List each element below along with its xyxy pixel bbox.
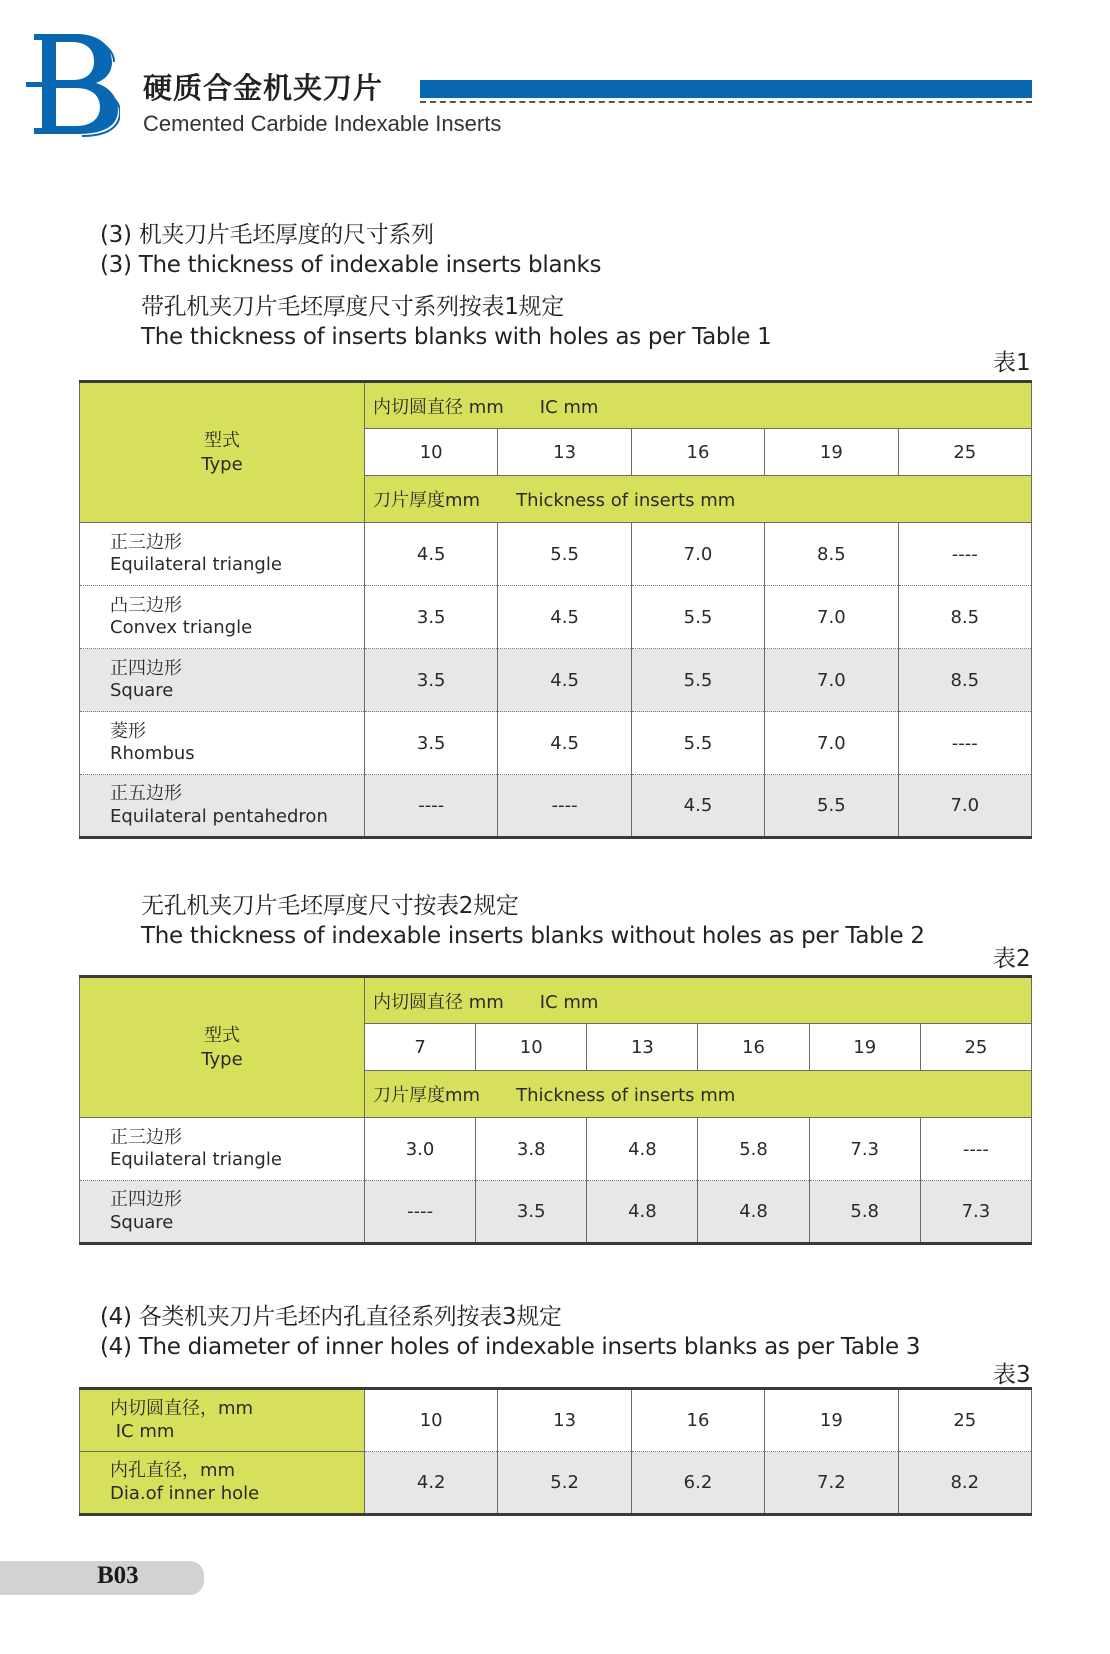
table-row <box>80 1181 1032 1244</box>
cell: 16 <box>631 1389 764 1452</box>
ic-header <box>365 382 1032 429</box>
table-row <box>80 775 1032 838</box>
cell: ---- <box>498 775 631 838</box>
cell: 4.5 <box>498 712 631 775</box>
table2-insert-thickness-without-holes <box>79 975 1032 1245</box>
table-row <box>80 1452 1032 1515</box>
cell: 10 <box>365 1389 498 1452</box>
cell: 7.0 <box>631 523 764 586</box>
cell: 5.5 <box>631 649 764 712</box>
ic-value: 16 <box>631 429 764 476</box>
ic-label-cn: 内切圆直径 mm <box>373 396 504 418</box>
row-label-en: Equilateral triangle <box>110 1149 282 1170</box>
cell: 4.8 <box>587 1118 698 1181</box>
row-label-cn: 正四边形 <box>110 1189 182 1210</box>
cell: 7.0 <box>765 586 898 649</box>
ic-label-cn: 内切圆直径 mm <box>373 991 504 1013</box>
type-header-cn: 型式 <box>204 430 240 452</box>
row-label <box>80 775 365 838</box>
row-label <box>80 586 365 649</box>
table1-caption-cn: 带孔机夹刀片毛坯厚度尺寸系列按表1规定 <box>141 294 564 320</box>
thickness-header <box>365 1071 1032 1118</box>
header-accent-bar <box>420 80 1032 98</box>
row-label-en: Equilateral pentahedron <box>110 805 328 827</box>
cell: ---- <box>898 523 1031 586</box>
cell: 4.5 <box>365 523 498 586</box>
table-row <box>80 1118 1032 1181</box>
cell: 5.8 <box>809 1181 920 1244</box>
table-row <box>80 523 1032 586</box>
ic-value: 7 <box>365 1024 476 1071</box>
ic-header <box>365 977 1032 1024</box>
ic-value: 13 <box>587 1024 698 1071</box>
cell: 5.2 <box>498 1452 631 1515</box>
cell: 6.2 <box>631 1452 764 1515</box>
table-row <box>80 649 1032 712</box>
cell: 4.2 <box>365 1452 498 1515</box>
cell: 3.8 <box>476 1118 587 1181</box>
cell: 4.8 <box>698 1181 809 1244</box>
type-header-en: Type <box>201 453 243 475</box>
cell: 5.8 <box>698 1118 809 1181</box>
cell: 5.5 <box>631 586 764 649</box>
row-label-en: Square <box>110 680 174 701</box>
ic-value: 25 <box>920 1024 1031 1071</box>
table1-tag: 表1 <box>993 350 1031 376</box>
cell: 3.5 <box>365 712 498 775</box>
type-header <box>80 977 365 1118</box>
cell: 3.0 <box>365 1118 476 1181</box>
row-label <box>80 649 365 712</box>
section3-heading-en: (3) The thickness of indexable inserts blanks <box>100 252 602 278</box>
cell: 7.3 <box>920 1181 1031 1244</box>
ic-value: 13 <box>498 429 631 476</box>
section3-heading-cn: (3) 机夹刀片毛坯厚度的尺寸系列 <box>100 222 434 248</box>
row-label-cn: 正五边形 <box>110 783 182 804</box>
ic-value: 10 <box>365 429 498 476</box>
cell: 3.5 <box>476 1181 587 1244</box>
cell: ---- <box>365 1181 476 1244</box>
thickness-label-en: Thickness of inserts mm <box>516 490 736 511</box>
row-label-cn: 凸三边形 <box>110 594 182 616</box>
cell: 5.5 <box>765 775 898 838</box>
row-label-en: Square <box>110 1211 174 1233</box>
row-label <box>80 1452 365 1515</box>
section4-heading-cn: (4) 各类机夹刀片毛坯内孔直径系列按表3规定 <box>100 1304 562 1330</box>
table1-caption-en: The thickness of inserts blanks with holes as per Table 1 <box>141 324 772 350</box>
type-header <box>80 382 365 523</box>
row-label-en: Rhombus <box>110 743 195 764</box>
row-label-cn: 正三边形 <box>110 531 182 553</box>
cell: 3.5 <box>365 586 498 649</box>
cell: 7.0 <box>765 649 898 712</box>
row-label-cn: 内孔直径，mm <box>110 1460 236 1481</box>
cell: 13 <box>498 1389 631 1452</box>
cell: ---- <box>920 1118 1031 1181</box>
table-row <box>80 1389 1032 1452</box>
table2-caption-en: The thickness of indexable inserts blanks without holes as per Table 2 <box>141 923 925 949</box>
cell: 8.5 <box>765 523 898 586</box>
cell: ---- <box>365 775 498 838</box>
cell: 8.5 <box>898 586 1031 649</box>
table-row <box>80 712 1032 775</box>
table1-insert-thickness-with-holes <box>79 380 1032 839</box>
ic-value: 19 <box>809 1024 920 1071</box>
thickness-label-cn: 刀片厚度mm <box>373 490 481 511</box>
thickness-label-cn: 刀片厚度mm <box>373 1085 481 1106</box>
ic-label-en: IC mm <box>539 991 599 1013</box>
row-label-cn: 正四边形 <box>110 657 182 679</box>
thickness-label-en: Thickness of inserts mm <box>516 1085 736 1106</box>
brand-b-logo-icon <box>26 30 120 138</box>
row-label-en: Convex triangle <box>110 617 253 638</box>
cell: 5.5 <box>631 712 764 775</box>
cell: 7.0 <box>765 712 898 775</box>
cell: 8.5 <box>898 649 1031 712</box>
cell: 4.5 <box>631 775 764 838</box>
table3-tag: 表3 <box>993 1362 1031 1388</box>
cell: 8.2 <box>898 1452 1031 1515</box>
page-title-cn: 硬质合金机夹刀片 <box>143 71 384 105</box>
row-label-en: Dia.of inner hole <box>110 1482 260 1504</box>
cell: 7.0 <box>898 775 1031 838</box>
cell: 5.5 <box>498 523 631 586</box>
ic-value: 25 <box>898 429 1031 476</box>
type-header-cn: 型式 <box>204 1025 240 1047</box>
row-label-cn: 菱形 <box>110 720 146 742</box>
row-label-en: IC mm <box>110 1420 175 1442</box>
table-row <box>80 586 1032 649</box>
row-label <box>80 1118 365 1181</box>
thickness-header <box>365 476 1032 523</box>
cell: 3.5 <box>365 649 498 712</box>
row-label <box>80 712 365 775</box>
table2-tag: 表2 <box>993 946 1031 972</box>
ic-label-en: IC mm <box>539 396 599 418</box>
cell: 7.2 <box>765 1452 898 1515</box>
row-label <box>80 523 365 586</box>
page-title-en: Cemented Carbide Indexable Inserts <box>143 111 502 136</box>
row-label-cn: 正三边形 <box>110 1126 182 1148</box>
page-number: B03 <box>97 1562 139 1589</box>
cell: ---- <box>898 712 1031 775</box>
table3-inner-hole-diameter <box>79 1387 1032 1516</box>
cell: 4.5 <box>498 586 631 649</box>
type-header-en: Type <box>201 1048 243 1070</box>
header-dashed-divider <box>420 101 1032 103</box>
cell: 25 <box>898 1389 1031 1452</box>
section4-heading-en: (4) The diameter of inner holes of indexable inserts blanks as per Table 3 <box>100 1334 921 1360</box>
cell: 4.5 <box>498 649 631 712</box>
cell: 7.3 <box>809 1118 920 1181</box>
row-label <box>80 1181 365 1244</box>
ic-value: 19 <box>765 429 898 476</box>
ic-value: 10 <box>476 1024 587 1071</box>
row-label-cn: 内切圆直径，mm <box>110 1398 254 1419</box>
table2-caption-cn: 无孔机夹刀片毛坯厚度尺寸按表2规定 <box>141 893 519 919</box>
cell: 4.8 <box>587 1181 698 1244</box>
ic-value: 16 <box>698 1024 809 1071</box>
row-label-en: Equilateral triangle <box>110 554 282 575</box>
row-label <box>80 1389 365 1452</box>
cell: 19 <box>765 1389 898 1452</box>
